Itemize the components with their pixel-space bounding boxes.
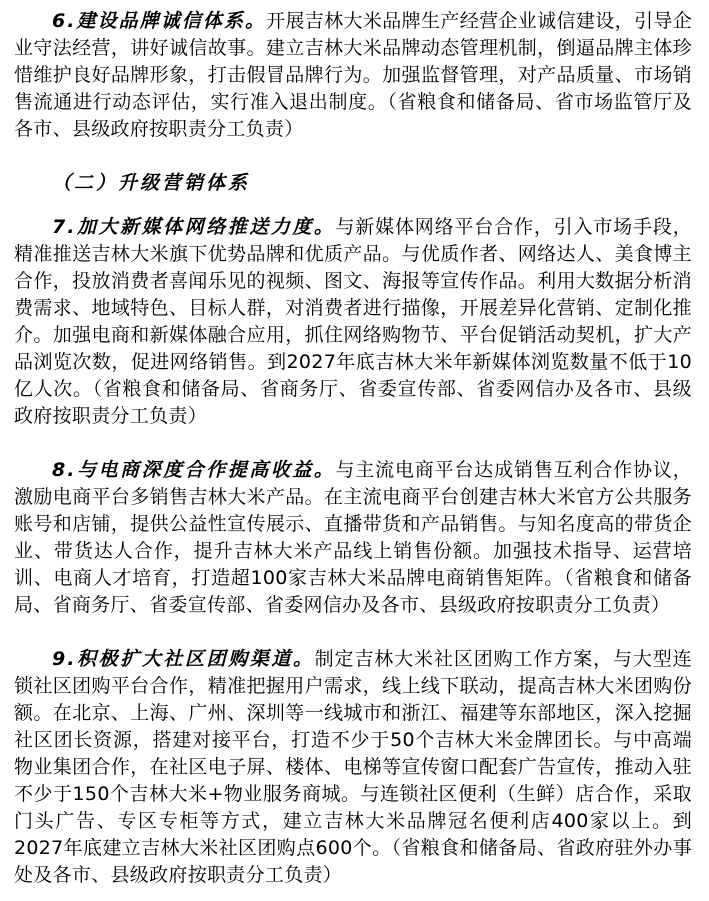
paragraph-item-7 [14, 214, 692, 430]
section-heading-marketing-system: （二）升级营销体系 [52, 172, 251, 194]
paragraph-item-9-body: 制定吉林大米社区团购工作方案，与大型连锁社区团购平台合作，精准把握用户需求，线上线下联动，提高吉林大米团购份额。在北京、上海、广州、深圳等一线城市和浙江、福建等东部地区，深入挖掘社区团长资源，搭建对接平台，打造不少于50个吉林大米金牌团长。与中高端物业集团合作，在社区电子屏、楼体、电梯等宣传窗口配套广告宣传，推动入驻不少于150个吉林大米+物业服务商城。与连锁社区便利（生鲜）店合作，采取门头广告、专区专柜等方式，建立吉林大米品牌冠名便利店400家以上。到2027年底建立吉林大米社区团购点600个。（省粮食和储备局、省政府驻外办事处及各市、县级政府按职责分工负责） [14, 648, 692, 886]
paragraph-item-7-body: 与新媒体网络平台合作，引入市场手段，精准推送吉林大米旗下优势品牌和优质产品。与优质作者、网络达人、美食博主合作，投放消费者喜闻乐见的视频、图文、海报等宣传作品。利用大数据分析消费需求、地域特色、目标人群，对消费者进行描像，开展差异化营销、定制化推介。加强电商和新媒体融合应用，抓住网络购物节、平台促销活动契机，扩大产品浏览次数，促进网络销售。到2027年底吉林大米年新媒体浏览数量不低于10亿人次。（省粮食和储备局、省商务厅、省委宣传部、省委网信办及各市、县级政府按职责分工负责） [14, 216, 692, 427]
paragraph-item-6-body: 开展吉林大米品牌生产经营企业诚信建设，引导企业守法经营，讲好诚信故事。建立吉林大米品牌动态管理机制，倒逼品牌主体珍惜维护良好品牌形象，打击假冒品牌行为。加强监督管理，对产品质量、市场销售流通进行动态评估，实行准入退出制度。（省粮食和储备局、省市场监管厅及各市、县级政府按职责分工负责） [14, 10, 692, 140]
paragraph-item-6-lead: 6.建设品牌诚信体系。 [52, 10, 267, 32]
paragraph-item-9 [14, 646, 692, 889]
paragraph-item-8-body: 与主流电商平台达成销售互利合作协议，激励电商平台多销售吉林大米产品。在主流电商平台创建吉林大米官方公共服务账号和店铺，提供公益性宣传展示、直播带货和产品销售。与知名度高的带货企业、带货达人合作，提升吉林大米产品线上销售份额。加强技术指导、运营培训、电商人才培育，打造超100家吉林大米品牌电商销售矩阵。（省粮食和储备局、省商务厅、省委宣传部、省委网信办及各市、县级政府按职责分工负责） [14, 459, 692, 616]
paragraph-item-9-lead: 9.积极扩大社区团购渠道。 [52, 648, 315, 670]
paragraph-item-7-lead: 7.加大新媒体网络推送力度。 [52, 216, 336, 238]
paragraph-item-6 [14, 8, 692, 143]
paragraph-item-8 [14, 457, 692, 619]
paragraph-item-8-lead: 8.与电商深度合作提高收益。 [52, 459, 336, 481]
